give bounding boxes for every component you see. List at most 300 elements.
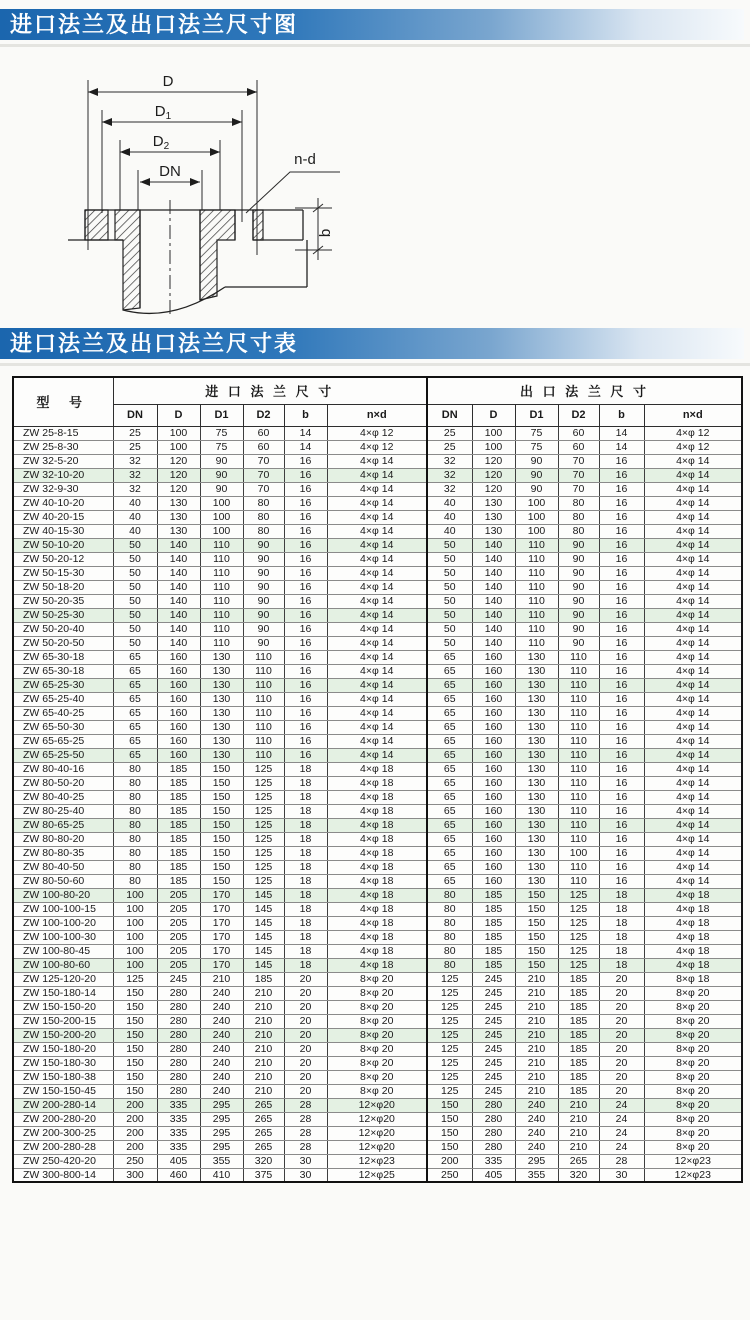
outlet-b-cell: 16 — [599, 454, 644, 468]
inlet-d-cell: 160 — [157, 664, 200, 678]
outlet-d1-cell: 210 — [515, 1070, 558, 1084]
inlet-nxd-cell: 4×φ 14 — [327, 650, 427, 664]
dim-label-d2: $D_2$ — [152, 133, 170, 152]
outlet-b-cell: 20 — [599, 1056, 644, 1070]
inlet-d2-cell: 320 — [243, 1154, 284, 1168]
inlet-dn-cell: 100 — [113, 944, 157, 958]
inlet-dn-cell: 50 — [113, 608, 157, 622]
outlet-dn-cell: 250 — [427, 1168, 472, 1182]
outlet-d2-cell: 110 — [558, 720, 599, 734]
model-cell: ZW 150-200-20 — [13, 1028, 113, 1042]
outlet-dn-cell: 150 — [427, 1140, 472, 1154]
table-row — [13, 706, 742, 720]
outlet-d-cell: 280 — [472, 1140, 515, 1154]
table-row — [13, 1168, 742, 1182]
dim-label-d1: $D_1$ — [154, 103, 172, 122]
outlet-dn-cell: 50 — [427, 566, 472, 580]
outlet-d-cell: 160 — [472, 832, 515, 846]
inlet-b-cell: 28 — [284, 1098, 327, 1112]
outlet-d-cell: 160 — [472, 804, 515, 818]
inlet-d2-cell: 375 — [243, 1168, 284, 1182]
table-row — [13, 1126, 742, 1140]
outlet-b-cell: 16 — [599, 552, 644, 566]
table-row — [13, 1042, 742, 1056]
inlet-dn-cell: 25 — [113, 440, 157, 454]
inlet-d1-cell: 150 — [200, 818, 243, 832]
table-row — [13, 748, 742, 762]
col-header-outlet-dn: DN — [427, 404, 472, 426]
inlet-d-cell: 245 — [157, 972, 200, 986]
inlet-d2-cell: 125 — [243, 790, 284, 804]
inlet-d1-cell: 150 — [200, 804, 243, 818]
inlet-b-cell: 14 — [284, 440, 327, 454]
inlet-d-cell: 140 — [157, 608, 200, 622]
inlet-nxd-cell: 4×φ 14 — [327, 580, 427, 594]
inlet-d-cell: 205 — [157, 902, 200, 916]
inlet-nxd-cell: 4×φ 14 — [327, 706, 427, 720]
outlet-dn-cell: 32 — [427, 468, 472, 482]
model-cell: ZW 100-100-15 — [13, 902, 113, 916]
outlet-d2-cell: 210 — [558, 1140, 599, 1154]
inlet-dn-cell: 100 — [113, 916, 157, 930]
outlet-d1-cell: 210 — [515, 1000, 558, 1014]
outlet-d1-cell: 210 — [515, 1042, 558, 1056]
inlet-d-cell: 280 — [157, 1028, 200, 1042]
outlet-d2-cell: 185 — [558, 1042, 599, 1056]
outlet-d2-cell: 70 — [558, 482, 599, 496]
model-cell: ZW 65-25-40 — [13, 692, 113, 706]
inlet-dn-cell: 100 — [113, 888, 157, 902]
outlet-b-cell: 18 — [599, 902, 644, 916]
inlet-b-cell: 16 — [284, 510, 327, 524]
outlet-nxd-cell: 4×φ 18 — [644, 902, 742, 916]
outlet-b-cell: 16 — [599, 510, 644, 524]
inlet-b-cell: 16 — [284, 482, 327, 496]
outlet-nxd-cell: 8×φ 20 — [644, 1056, 742, 1070]
outlet-d1-cell: 130 — [515, 790, 558, 804]
outlet-b-cell: 24 — [599, 1140, 644, 1154]
inlet-dn-cell: 25 — [113, 426, 157, 440]
outlet-d-cell: 100 — [472, 440, 515, 454]
outlet-d-cell: 185 — [472, 902, 515, 916]
outlet-d2-cell: 185 — [558, 1028, 599, 1042]
inlet-d1-cell: 240 — [200, 1084, 243, 1098]
inlet-nxd-cell: 8×φ 20 — [327, 1084, 427, 1098]
inlet-d2-cell: 90 — [243, 636, 284, 650]
outlet-d-cell: 245 — [472, 1028, 515, 1042]
outlet-nxd-cell: 4×φ 14 — [644, 566, 742, 580]
inlet-nxd-cell: 12×φ20 — [327, 1140, 427, 1154]
inlet-d2-cell: 265 — [243, 1126, 284, 1140]
inlet-d-cell: 335 — [157, 1126, 200, 1140]
model-cell: ZW 200-280-28 — [13, 1140, 113, 1154]
inlet-d-cell: 140 — [157, 636, 200, 650]
flange-dimensions-table — [12, 376, 743, 1183]
model-cell: ZW 65-40-25 — [13, 706, 113, 720]
inlet-d1-cell: 130 — [200, 748, 243, 762]
outlet-nxd-cell: 8×φ 20 — [644, 1042, 742, 1056]
section-title-diagram: 进口法兰及出口法兰尺寸图 — [10, 12, 299, 37]
outlet-d-cell: 140 — [472, 552, 515, 566]
inlet-d-cell: 205 — [157, 958, 200, 972]
outlet-b-cell: 16 — [599, 860, 644, 874]
inlet-b-cell: 18 — [284, 902, 327, 916]
inlet-dn-cell: 200 — [113, 1140, 157, 1154]
outlet-d1-cell: 90 — [515, 482, 558, 496]
outlet-b-cell: 20 — [599, 1028, 644, 1042]
table-row — [13, 622, 742, 636]
inlet-d-cell: 185 — [157, 832, 200, 846]
table-row — [13, 1028, 742, 1042]
outlet-d-cell: 140 — [472, 636, 515, 650]
inlet-d-cell: 185 — [157, 790, 200, 804]
outlet-dn-cell: 65 — [427, 804, 472, 818]
inlet-nxd-cell: 4×φ 14 — [327, 510, 427, 524]
inlet-dn-cell: 80 — [113, 832, 157, 846]
model-cell: ZW 80-65-25 — [13, 818, 113, 832]
outlet-d-cell: 120 — [472, 454, 515, 468]
inlet-d-cell: 130 — [157, 496, 200, 510]
inlet-d1-cell: 130 — [200, 734, 243, 748]
inlet-d2-cell: 265 — [243, 1098, 284, 1112]
outlet-d1-cell: 150 — [515, 958, 558, 972]
table-row — [13, 482, 742, 496]
outlet-d1-cell: 130 — [515, 734, 558, 748]
outlet-d2-cell: 90 — [558, 566, 599, 580]
inlet-d-cell: 130 — [157, 524, 200, 538]
outlet-nxd-cell: 8×φ 20 — [644, 1084, 742, 1098]
inlet-nxd-cell: 4×φ 18 — [327, 832, 427, 846]
outlet-d-cell: 160 — [472, 706, 515, 720]
table-row — [13, 580, 742, 594]
outlet-dn-cell: 65 — [427, 720, 472, 734]
outlet-d1-cell: 100 — [515, 524, 558, 538]
col-header-inlet-b: b — [284, 404, 327, 426]
outlet-d2-cell: 125 — [558, 944, 599, 958]
outlet-d-cell: 160 — [472, 818, 515, 832]
inlet-d1-cell: 410 — [200, 1168, 243, 1182]
outlet-d1-cell: 150 — [515, 916, 558, 930]
inlet-d2-cell: 125 — [243, 818, 284, 832]
inlet-d2-cell: 210 — [243, 1014, 284, 1028]
outlet-dn-cell: 50 — [427, 538, 472, 552]
outlet-d-cell: 140 — [472, 608, 515, 622]
inlet-d2-cell: 210 — [243, 1042, 284, 1056]
outlet-nxd-cell: 4×φ 14 — [644, 706, 742, 720]
inlet-d-cell: 185 — [157, 860, 200, 874]
outlet-dn-cell: 65 — [427, 748, 472, 762]
inlet-b-cell: 20 — [284, 1000, 327, 1014]
outlet-nxd-cell: 8×φ 20 — [644, 1098, 742, 1112]
outlet-d2-cell: 90 — [558, 636, 599, 650]
outlet-nxd-cell: 4×φ 14 — [644, 748, 742, 762]
outlet-d2-cell: 210 — [558, 1098, 599, 1112]
inlet-d1-cell: 90 — [200, 468, 243, 482]
inlet-nxd-cell: 4×φ 18 — [327, 944, 427, 958]
outlet-d1-cell: 130 — [515, 874, 558, 888]
outlet-d-cell: 140 — [472, 622, 515, 636]
outlet-d-cell: 120 — [472, 468, 515, 482]
section-header-table — [0, 328, 744, 359]
outlet-nxd-cell: 4×φ 18 — [644, 916, 742, 930]
inlet-d1-cell: 355 — [200, 1154, 243, 1168]
model-cell: ZW 80-80-35 — [13, 846, 113, 860]
inlet-d1-cell: 150 — [200, 860, 243, 874]
inlet-d2-cell: 145 — [243, 958, 284, 972]
outlet-b-cell: 16 — [599, 776, 644, 790]
inlet-nxd-cell: 4×φ 18 — [327, 860, 427, 874]
outlet-d1-cell: 110 — [515, 566, 558, 580]
inlet-dn-cell: 100 — [113, 958, 157, 972]
outlet-b-cell: 14 — [599, 440, 644, 454]
inlet-d1-cell: 150 — [200, 832, 243, 846]
inlet-d1-cell: 130 — [200, 692, 243, 706]
inlet-dn-cell: 65 — [113, 650, 157, 664]
outlet-dn-cell: 65 — [427, 650, 472, 664]
outlet-dn-cell: 50 — [427, 608, 472, 622]
inlet-dn-cell: 50 — [113, 594, 157, 608]
outlet-d-cell: 160 — [472, 790, 515, 804]
table-row — [13, 1140, 742, 1154]
inlet-nxd-cell: 4×φ 18 — [327, 902, 427, 916]
model-cell: ZW 100-100-30 — [13, 930, 113, 944]
outlet-d2-cell: 265 — [558, 1154, 599, 1168]
inlet-nxd-cell: 4×φ 14 — [327, 454, 427, 468]
outlet-nxd-cell: 8×φ 20 — [644, 1028, 742, 1042]
outlet-b-cell: 18 — [599, 916, 644, 930]
inlet-nxd-cell: 8×φ 20 — [327, 1042, 427, 1056]
inlet-dn-cell: 65 — [113, 678, 157, 692]
table-row — [13, 1084, 742, 1098]
inlet-nxd-cell: 4×φ 12 — [327, 440, 427, 454]
outlet-dn-cell: 65 — [427, 790, 472, 804]
table-row — [13, 538, 742, 552]
outlet-nxd-cell: 8×φ 20 — [644, 986, 742, 1000]
outlet-dn-cell: 50 — [427, 580, 472, 594]
inlet-nxd-cell: 4×φ 18 — [327, 776, 427, 790]
outlet-b-cell: 16 — [599, 496, 644, 510]
inlet-b-cell: 16 — [284, 636, 327, 650]
outlet-d1-cell: 240 — [515, 1140, 558, 1154]
table-row — [13, 1000, 742, 1014]
model-cell: ZW 200-280-14 — [13, 1098, 113, 1112]
outlet-b-cell: 16 — [599, 748, 644, 762]
col-header-inlet-d2: D2 — [243, 404, 284, 426]
model-cell: ZW 150-180-14 — [13, 986, 113, 1000]
inlet-d-cell: 140 — [157, 622, 200, 636]
outlet-d1-cell: 210 — [515, 972, 558, 986]
inlet-b-cell: 16 — [284, 720, 327, 734]
outlet-d2-cell: 70 — [558, 454, 599, 468]
inlet-d1-cell: 170 — [200, 902, 243, 916]
inlet-dn-cell: 80 — [113, 818, 157, 832]
inlet-d1-cell: 75 — [200, 426, 243, 440]
col-header-inlet-d1: D1 — [200, 404, 243, 426]
outlet-dn-cell: 40 — [427, 510, 472, 524]
outlet-d1-cell: 150 — [515, 902, 558, 916]
outlet-nxd-cell: 4×φ 14 — [644, 664, 742, 678]
inlet-dn-cell: 32 — [113, 482, 157, 496]
inlet-d-cell: 140 — [157, 552, 200, 566]
outlet-b-cell: 16 — [599, 720, 644, 734]
inlet-d-cell: 335 — [157, 1112, 200, 1126]
outlet-d-cell: 100 — [472, 426, 515, 440]
outlet-b-cell: 16 — [599, 664, 644, 678]
outlet-d2-cell: 320 — [558, 1168, 599, 1182]
inlet-b-cell: 20 — [284, 1014, 327, 1028]
inlet-b-cell: 16 — [284, 566, 327, 580]
outlet-nxd-cell: 4×φ 14 — [644, 510, 742, 524]
model-cell: ZW 65-65-25 — [13, 734, 113, 748]
outlet-nxd-cell: 4×φ 14 — [644, 636, 742, 650]
outlet-d1-cell: 90 — [515, 454, 558, 468]
table-row — [13, 860, 742, 874]
outlet-nxd-cell: 4×φ 14 — [644, 468, 742, 482]
outlet-b-cell: 20 — [599, 1014, 644, 1028]
outlet-b-cell: 20 — [599, 1042, 644, 1056]
outlet-d-cell: 120 — [472, 482, 515, 496]
outlet-nxd-cell: 8×φ 20 — [644, 1126, 742, 1140]
outlet-d2-cell: 125 — [558, 916, 599, 930]
inlet-d1-cell: 150 — [200, 874, 243, 888]
inlet-dn-cell: 50 — [113, 566, 157, 580]
inlet-b-cell: 20 — [284, 1084, 327, 1098]
outlet-nxd-cell: 4×φ 14 — [644, 650, 742, 664]
outlet-b-cell: 16 — [599, 608, 644, 622]
outlet-nxd-cell: 4×φ 14 — [644, 832, 742, 846]
outlet-nxd-cell: 8×φ 20 — [644, 1140, 742, 1154]
outlet-nxd-cell: 4×φ 12 — [644, 440, 742, 454]
inlet-d2-cell: 110 — [243, 664, 284, 678]
inlet-d2-cell: 125 — [243, 804, 284, 818]
outlet-d2-cell: 185 — [558, 972, 599, 986]
inlet-d2-cell: 125 — [243, 860, 284, 874]
inlet-d1-cell: 150 — [200, 762, 243, 776]
inlet-dn-cell: 50 — [113, 552, 157, 566]
inlet-nxd-cell: 12×φ20 — [327, 1126, 427, 1140]
inlet-d1-cell: 100 — [200, 524, 243, 538]
inlet-d-cell: 280 — [157, 1000, 200, 1014]
outlet-d1-cell: 110 — [515, 608, 558, 622]
outlet-nxd-cell: 4×φ 18 — [644, 944, 742, 958]
outlet-d1-cell: 150 — [515, 888, 558, 902]
outlet-d1-cell: 110 — [515, 636, 558, 650]
inlet-d-cell: 460 — [157, 1168, 200, 1182]
outlet-d-cell: 245 — [472, 1014, 515, 1028]
inlet-b-cell: 18 — [284, 804, 327, 818]
outlet-dn-cell: 40 — [427, 524, 472, 538]
outlet-nxd-cell: 8×φ 18 — [644, 972, 742, 986]
model-cell: ZW 50-10-20 — [13, 538, 113, 552]
inlet-d2-cell: 145 — [243, 888, 284, 902]
inlet-b-cell: 30 — [284, 1154, 327, 1168]
table-row — [13, 510, 742, 524]
inlet-dn-cell: 65 — [113, 706, 157, 720]
outlet-d2-cell: 125 — [558, 958, 599, 972]
inlet-d1-cell: 295 — [200, 1112, 243, 1126]
inlet-d1-cell: 130 — [200, 706, 243, 720]
inlet-nxd-cell: 4×φ 14 — [327, 482, 427, 496]
model-cell: ZW 50-15-30 — [13, 566, 113, 580]
col-header-outlet-d1: D1 — [515, 404, 558, 426]
outlet-d-cell: 245 — [472, 1070, 515, 1084]
inlet-d-cell: 100 — [157, 426, 200, 440]
inlet-dn-cell: 150 — [113, 1000, 157, 1014]
outlet-d-cell: 245 — [472, 972, 515, 986]
outlet-d2-cell: 185 — [558, 1056, 599, 1070]
section-header-diagram — [0, 9, 744, 40]
inlet-d-cell: 280 — [157, 1014, 200, 1028]
inlet-d-cell: 100 — [157, 440, 200, 454]
outlet-dn-cell: 25 — [427, 440, 472, 454]
outlet-dn-cell: 125 — [427, 986, 472, 1000]
outlet-nxd-cell: 4×φ 14 — [644, 692, 742, 706]
inlet-b-cell: 20 — [284, 1070, 327, 1084]
inlet-dn-cell: 80 — [113, 790, 157, 804]
outlet-b-cell: 28 — [599, 1154, 644, 1168]
table-row — [13, 804, 742, 818]
outlet-b-cell: 20 — [599, 972, 644, 986]
table-row — [13, 594, 742, 608]
outlet-d1-cell: 130 — [515, 692, 558, 706]
inlet-dn-cell: 150 — [113, 986, 157, 1000]
outlet-d-cell: 280 — [472, 1112, 515, 1126]
inlet-d1-cell: 110 — [200, 566, 243, 580]
model-cell: ZW 40-10-20 — [13, 496, 113, 510]
outlet-d2-cell: 80 — [558, 510, 599, 524]
inlet-d2-cell: 145 — [243, 902, 284, 916]
col-header-outlet-nxd: n×d — [644, 404, 742, 426]
outlet-nxd-cell: 4×φ 14 — [644, 678, 742, 692]
inlet-b-cell: 20 — [284, 972, 327, 986]
table-row — [13, 496, 742, 510]
inlet-d2-cell: 90 — [243, 594, 284, 608]
model-cell: ZW 150-180-30 — [13, 1056, 113, 1070]
outlet-nxd-cell: 4×φ 12 — [644, 426, 742, 440]
inlet-dn-cell: 250 — [113, 1154, 157, 1168]
outlet-b-cell: 24 — [599, 1098, 644, 1112]
outlet-dn-cell: 25 — [427, 426, 472, 440]
outlet-d1-cell: 90 — [515, 468, 558, 482]
outlet-dn-cell: 125 — [427, 1014, 472, 1028]
inlet-d-cell: 160 — [157, 678, 200, 692]
model-cell: ZW 80-80-20 — [13, 832, 113, 846]
inlet-d1-cell: 130 — [200, 720, 243, 734]
inlet-nxd-cell: 12×φ20 — [327, 1112, 427, 1126]
inlet-d1-cell: 100 — [200, 496, 243, 510]
outlet-dn-cell: 65 — [427, 706, 472, 720]
outlet-nxd-cell: 4×φ 18 — [644, 888, 742, 902]
table-row — [13, 986, 742, 1000]
outlet-dn-cell: 65 — [427, 692, 472, 706]
inlet-b-cell: 16 — [284, 734, 327, 748]
outlet-dn-cell: 80 — [427, 902, 472, 916]
inlet-d2-cell: 265 — [243, 1112, 284, 1126]
inlet-d1-cell: 110 — [200, 608, 243, 622]
outlet-dn-cell: 150 — [427, 1098, 472, 1112]
inlet-dn-cell: 300 — [113, 1168, 157, 1182]
inlet-b-cell: 16 — [284, 650, 327, 664]
outlet-d-cell: 245 — [472, 1084, 515, 1098]
outlet-dn-cell: 65 — [427, 762, 472, 776]
model-cell: ZW 50-20-35 — [13, 594, 113, 608]
outlet-d2-cell: 110 — [558, 664, 599, 678]
table-row — [13, 552, 742, 566]
table-row — [13, 902, 742, 916]
inlet-d2-cell: 110 — [243, 706, 284, 720]
outlet-dn-cell: 50 — [427, 622, 472, 636]
table-row — [13, 846, 742, 860]
